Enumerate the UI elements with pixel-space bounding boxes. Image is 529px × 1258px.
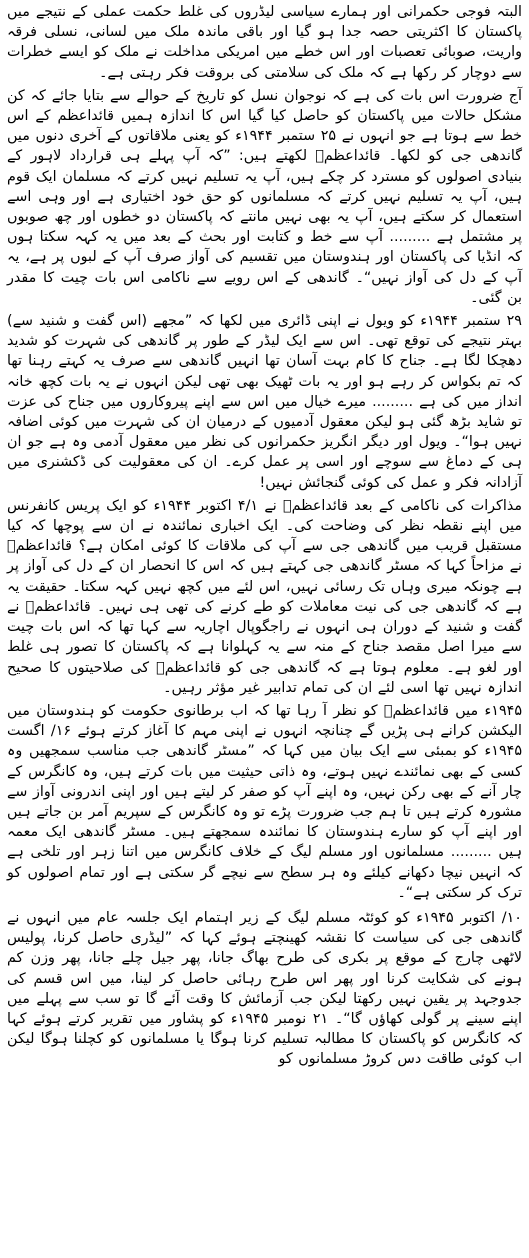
paragraph-6: ۱۰/ اکتوبر ۱۹۴۵ء کو کوئٹہ مسلم لیگ کے زیر اہتمام ایک جلسہ عام میں انہوں نے گاندھی جی کی سیاست کا نقشہ کھینچتے ہوئے کہا کہ ”لیڈری حاصل کرنا، پولیس لاٹھی چارج کے موقع پر بکری کی طرح بھاگ جانا، پھر جیل چلے جانا، پھر وزن کم ہونے کی شکایت کرنا اور پھر اس طرح رہائی حاصل کر لینا، میں اس قسم کی جدوجہد پر یقین نہیں رکھتا لیکن جب آزمائش کا وقت آئے گا تو سب سے پہلے میں اپنے سینے پر گولی کھاؤں گا“۔ ۲۱ نومبر ۱۹۴۵ء کو پشاور میں تقریر کرتے ہوئے کہا کہ کانگرس کو پاکستان کا مطالبہ تسلیم کرنا ہوگا یا مسلمانوں کو کچلنا ہوگا لیکن اب کوئی طاقت دس کروڑ مسلمانوں کو bbox=[7, 909, 522, 1068]
paragraph-1: البتہ فوجی حکمرانی اور ہمارے سیاسی لیڈروں کی غلط حکمت عملی کے نتیجے میں پاکستان کا اکثریتی حصہ جدا ہو گیا اور باقی ماندہ ملک میں لسانی، نسلی فرقہ واریت، صوبائی تعصبات اور اس خطے میں امریکی مداخلت نے ملک کو ایسے خطرات سے دوچار کر رکھا ہے کہ ملک کی سلامتی کی بروقت فکر رہتی ہے۔ bbox=[7, 4, 522, 81]
paragraph-5: ۱۹۴۵ء میں قائداعظمؒ کو نظر آ رہا تھا کہ اب برطانوی حکومت کو ہندوستان میں الیکشن کرانے ہی پڑیں گے چنانچہ انہوں نے اپنی مہم کا آغاز کرتے ہوئے ۱۶/ اگست ۱۹۴۵ء کو بمبئی سے ایک بیان میں کہا کہ ”مسٹر گاندھی جب مناسب سمجھیں وہ کسی کے بھی نمائندے نہیں ہوتے، وہ ذاتی حیثیت میں بات کرتے ہیں، وہ کانگرس کے چار آنے کے بھی رکن نہیں، وہ اپنے آپ کو صفر کر لیتے ہیں اور اپنی اندرونی آواز سے مشورہ کرتے ہیں تا ہم جب ضرورت پڑے تو وہ کانگرس کے سپریم آمر بن جاتے ہیں اور اپنے آپ کو سارے ہندوستان کا نمائندہ سمجھتے ہیں۔ مسٹر گاندھی ایک معمہ ہیں ......... مسلمانوں اور مسلم لیگ کے خلاف کانگرس میں اتنا زہر اور تلخی ہے کہ انہیں نیچا دکھانے کیلئے وہ ہر سطح سے نیچے گر سکتی ہے اور تمام اصولوں کو ترک کر سکتی ہے“۔ bbox=[7, 702, 522, 901]
paragraph-4: مذاکرات کی ناکامی کے بعد قائداعظمؒ نے ۴/۱ اکتوبر ۱۹۴۴ء کو ایک پریس کانفرنس میں اپنے نقطہ نظر کی وضاحت کی۔ ایک اخباری نمائندہ نے ان سے پوچھا کہ کیا مستقبل قریب میں گاندھی جی سے آپ کی ملاقات کا کوئی امکان ہے؟ قائداعظمؒ نے مزاحاً کہا کہ مسٹر گاندھی جی کہتے ہیں کہ اس کا انحصار ان کے دل کی آواز پر ہے چونکہ میری وہاں تک رسائی نہیں، اس لئے میں کچھ نہیں کہہ سکتا۔ حقیقت یہ ہے کہ گاندھی جی کی نیت معاملات کو طے کرنے کی تھی ہی نہیں۔ قائداعظمؒ نے گفت و شنید کے دوران ہی انہوں نے راجگوپال اچاریہ سے کہا تھا کہ اس بات چیت سے میرا اصل مقصد جناح کے منہ سے یہ کہلوانا ہے کہ پاکستان کا تصور ہی غلط اور لغو ہے۔ معلوم ہوتا ہے کہ گاندھی جی کو قائداعظمؒ کی صلاحیتوں کا صحیح اندازہ نہیں تھا اسی لئے ان کی تمام تدابیر غیر مؤثر رہیں۔ bbox=[7, 497, 522, 696]
paragraph-2: آج ضرورت اس بات کی ہے کہ نوجوان نسل کو تاریخ کے حوالے سے بتایا جائے کہ کن مشکل حالات میں پاکستان کو حاصل کیا گیا اس کا اندازہ ہمیں قائداعظم کے اس خط سے ہوتا ہے جو انہوں نے ۲۵ ستمبر ۱۹۴۴ء کو یعنی ملاقاتوں کے آخری دنوں میں گاندھی جی کو لکھا۔ قائداعظمؒ لکھتے ہیں: ”کہ آپ پہلے ہی قرارداد لاہور کے بنیادی اصولوں کو مسترد کر چکے ہیں، آپ یہ تسلیم نہیں کرتے کہ مسلمان ایک قوم ہیں، آپ یہ تسلیم نہیں کرتے کہ مسلمانوں کو حق خود اختیاری ہے اور وہی اسے استعمال کر سکتے ہیں، آپ یہ بھی نہیں مانتے کہ پاکستان دو خطوں اور چھ صوبوں پر مشتمل ہے ......... آپ سے خط و کتابت اور بحث کے بعد میں یہ کہہ سکتا ہوں کہ انڈیا کی پاکستان اور ہندوستان میں تقسیم کی آواز صرف آپ کے لبوں پر ہے، یہ آپ کے دل کی آواز نہیں“۔ گاندھی کے اس رویے سے ناکامی اس بات چیت کا مقدر بن گئی۔ bbox=[7, 87, 522, 306]
paragraph-3: ۲۹ ستمبر ۱۹۴۴ء کو ویول نے اپنی ڈائری میں لکھا کہ ”مجھے (اس گفت و شنید سے) بہتر نتیجے کی توقع تھی۔ اس سے ایک لیڈر کے طور پر گاندھی کی شہرت کو شدید دھچکا لگا ہے۔ جناح کا کام بہت آسان تھا انہیں گاندھی سے صرف یہ کہتے رہنا تھا کہ تم بکواس کر رہے ہو اور یہ بات ٹھیک بھی تھی لیکن انہوں نے یہ بات کچھ خانہ انداز میں کی ہے ......... میرے خیال میں اس سے اپنے پیروکاروں میں جناح کی عزت تو شاید بڑھ گئی ہو لیکن معقول آدمیوں کے درمیان ان کی شہرت میں کوئی اضافہ نہیں ہوا“۔ ویول اور دیگر انگریز حکمرانوں کی نظر میں معقول آدمی وہ ہے جو ان ہی کے دماغ سے سوچے اور اسی پر عمل کرے۔ ان کی معقولیت کی ڈکشنری میں آزادانہ فکر و عمل کی کوئی گنجائش نہیں! bbox=[7, 313, 522, 491]
